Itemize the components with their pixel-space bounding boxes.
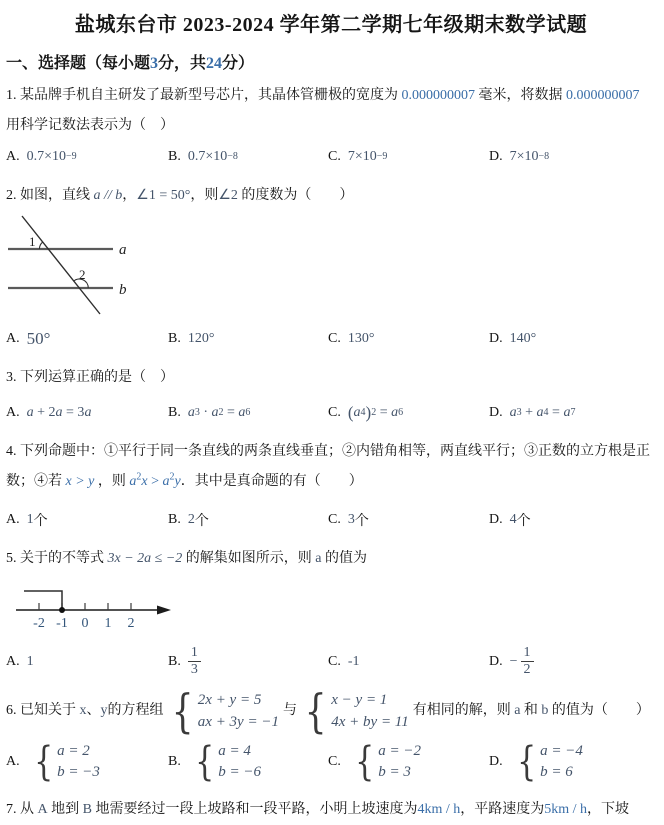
option-a [6,401,168,425]
text-segment: a [353,405,361,421]
text-segment: a [391,405,399,421]
text-segment: ) [365,403,372,423]
brace: { [195,738,215,785]
text-segment: A [37,802,48,818]
text-segment: B [82,802,92,818]
angle-2-label: 2 [79,267,86,283]
question-2 [6,181,656,351]
option-c [328,401,489,425]
text-segment: C. [328,331,341,347]
text-segment: C. [328,149,341,165]
text-segment: −9 [376,151,388,163]
text-segment: = [223,405,239,421]
question-2-stem [6,181,656,211]
text-segment: 地到 [47,802,83,818]
option-c [328,738,489,785]
text-segment: a [84,405,92,421]
fraction-denominator: 3 [190,662,198,678]
text-segment: 3 [516,407,522,419]
text-segment: 4km / h [417,802,461,818]
text-segment: D. [489,331,503,347]
option-b [168,327,328,351]
angle-1-label: 1 [29,234,36,250]
option-c [328,327,489,351]
text-segment: b [541,703,549,719]
text-segment: C. [328,405,341,421]
question-6-options [6,738,656,785]
text-segment: 0.000000007 [566,88,640,103]
text-segment: 7×10 [347,149,377,165]
text-segment: D. [489,405,503,421]
text-segment: 用科学记数法表示为（ ） [6,88,643,134]
text-segment: y [100,703,108,719]
option-d [489,327,656,351]
text-segment: 130° [347,331,375,347]
answer-system [514,738,583,785]
option-b [168,508,328,532]
section-header [6,50,656,73]
option-b [168,645,328,680]
text-segment: 6. 已知关于 [6,703,80,719]
question-2-options [6,327,656,351]
text-segment: B. [168,331,181,347]
text-segment: 3x − 2a ≤ −2 [107,550,183,566]
text-segment: 6 [398,407,404,419]
text-segment: y [174,474,181,490]
text-segment: a [315,550,322,566]
text-segment: 3 [347,511,355,527]
page-title: 盐城东台市 2023-2024 学年第二学期七年级期末数学试题 [74,14,588,36]
text-segment: 3. 下列运算正确的是（ ） [6,370,174,386]
option-d [489,401,656,425]
equation: a = 4 [218,742,251,759]
question-3-options [6,401,656,425]
option-d [489,508,656,532]
text-segment: A. [6,331,20,347]
text-segment: −8 [538,151,550,163]
question-4-options [6,508,656,532]
text-segment: 的度数为（ ） [237,188,354,204]
text-segment: 4 [360,407,366,419]
conjunction: 与 [282,703,297,719]
option-label: D. [489,753,503,769]
answer-system [192,738,262,785]
brace: { [171,683,194,738]
text-segment: 的值为（ ） [548,703,650,719]
question-7-stem [6,795,656,825]
text-segment: 一、选择题（每小题 [6,55,151,72]
text-segment: ，则 [94,474,130,490]
equation: 2x + y = 5 [197,692,262,709]
text-segment: 1. 某品牌手机自主研发了最新型号芯片，其晶体管栅极的宽度为 [6,88,402,103]
tick-label: -2 [33,615,45,631]
equation: b = −6 [218,763,262,780]
text-segment: 2 [187,511,195,527]
question-1-options [6,145,656,169]
text-segment: 50° [26,329,51,349]
text-segment: 个 [516,513,531,529]
text-segment: a [162,474,170,490]
text-segment: A. [6,653,20,669]
text-segment: 5km / h [544,802,588,818]
tick-label: 0 [81,615,89,631]
text-segment: > [147,474,163,490]
text-segment: ， [122,188,137,204]
text-segment: 1 [26,511,34,527]
option-a [6,650,168,674]
option-b [168,738,328,785]
text-segment: ，下坡 [587,802,630,818]
fraction-numerator: 1 [521,645,534,663]
fraction-denominator: 2 [523,662,531,678]
text-segment: x [141,474,148,490]
text-segment: 、 [86,703,101,719]
text-segment: 2 [371,407,377,419]
text-segment: A. [6,511,20,527]
option-b [168,401,328,425]
text-segment: −9 [66,151,77,163]
text-segment: 2 [136,471,142,483]
text-segment: 2. 如图，直线 [6,188,94,204]
text-segment: ，则 [190,188,219,204]
option-a [6,738,168,785]
text-segment: x [79,703,87,719]
brace: { [516,738,536,785]
text-segment: D. [489,149,503,165]
stem-text [6,702,164,720]
text-segment: 0.000000007 [401,88,475,103]
text-segment: D. [489,511,503,527]
text-segment: 的值为 [321,550,368,566]
equation: x − y = 1 [331,692,388,709]
text-segment: 120° [187,331,215,347]
text-segment: a [129,474,137,490]
equation-system-2 [301,683,409,738]
text-segment: C. [328,653,341,669]
text-segment: a [211,405,219,421]
text-segment: · [199,405,212,421]
text-segment: = [548,405,564,421]
text-segment: 5. 关于的不等式 [6,550,108,566]
question-4-stem [6,437,656,497]
fraction [188,645,201,680]
question-5-figure [16,578,656,637]
parallel-lines-figure [6,215,146,318]
text-segment: a [509,405,517,421]
tick-label: 2 [127,615,135,631]
text-segment: a [536,405,544,421]
text-segment: 2 [218,407,224,419]
text-segment: 个 [194,513,209,529]
option-d [489,145,656,169]
brace: { [355,738,375,785]
text-segment: 分） [222,55,255,72]
text-segment: ∠2 [218,188,238,204]
text-segment: = 3 [62,405,85,421]
fraction [521,645,534,680]
answer-system [31,738,100,785]
option-c [328,145,489,169]
text-segment: B. [168,149,181,165]
tick-label: -1 [56,615,68,631]
option-label: C. [328,753,341,769]
text-segment: 0.7×10 [26,149,67,165]
option-c [328,508,489,532]
text-segment: a [55,405,63,421]
minus-sign: − [509,653,518,669]
text-segment: 4 [509,511,517,527]
text-segment: 3 [150,55,159,72]
question-5-options [6,645,656,680]
text-segment: ∠1 = 50° [136,188,191,204]
equation: a = −4 [540,742,583,759]
text-segment: A. [6,149,20,165]
question-2-figure [6,215,656,323]
text-segment: 4 [543,407,549,419]
text-segment: = [376,405,392,421]
text-segment: 有相同的解，则 [412,703,515,719]
text-segment: a [187,405,195,421]
text-segment: B. [168,405,181,421]
text-segment: ，平路速度为 [460,802,545,818]
question-1 [6,81,656,169]
option-label: A. [6,753,20,769]
text-segment: 7×10 [509,149,539,165]
option-a [6,327,168,351]
equation: a = −2 [378,742,422,759]
option-a [6,145,168,169]
text-segment: 地需要经过一段上坡路和一段平路，小明上坡速度为 [91,802,418,818]
number-line-figure [16,578,176,632]
text-segment: 1 [26,653,34,669]
text-segment: + [521,405,537,421]
answer-system [352,738,422,785]
brace: { [33,738,53,785]
text-segment: ．其中是真命题的有（ ） [180,474,363,490]
option-b [168,145,328,169]
question-4 [6,437,656,531]
text-segment: 6 [245,407,251,419]
text-segment: + 2 [33,405,56,421]
question-3 [6,363,656,425]
text-segment: 的解集如图所示，则 [182,550,316,566]
equation: 4x + by = 11 [331,714,409,730]
option-a [6,508,168,532]
text-segment: 2 [169,471,175,483]
option-label: B. [168,753,181,769]
text-segment: 0.7×10 [187,149,228,165]
option-c [328,650,489,674]
text-segment: 的方程组 [107,703,164,719]
brace: { [304,683,327,738]
text-segment: a [238,405,246,421]
equation: ax + 3y = −1 [197,714,279,730]
text-segment: 140° [509,331,537,347]
equation: b = 6 [540,763,573,780]
text-segment: -1 [347,653,360,669]
tick-label: 1 [104,615,112,631]
question-5-stem [6,544,656,574]
text-segment: 7 [570,407,576,419]
text-segment: −8 [227,151,238,163]
text-segment: A. [6,405,20,421]
text-segment: 和 [520,703,542,719]
fraction-numerator: 1 [188,645,201,663]
text-segment: B. [168,511,181,527]
question-5 [6,544,656,680]
text-segment: 24 [206,55,223,72]
question-1-stem [6,81,656,141]
line-b-label: b [119,282,127,299]
question-6 [6,683,656,785]
text-segment: a [26,405,34,421]
option-d [489,645,656,680]
text-segment: 个 [354,513,369,529]
line-a-label: a [119,242,127,259]
text-segment: a // b [93,188,123,204]
text-segment: 毫米，将数据 [475,88,566,103]
stem-text [413,702,650,720]
equation-system-1 [168,683,279,738]
text-segment: 分，共 [158,55,207,72]
option-label: B. [168,653,181,669]
question-7 [6,795,656,825]
text-segment: a [514,703,521,719]
text-segment: ( [347,403,354,423]
equation: a = 2 [57,742,90,759]
equation: b = 3 [378,763,411,780]
option-label: D. [489,653,503,669]
text-segment: 4. 下列命题中：①平行于同一条直线的两条直线垂直；②内错角相等，两直线平行；③正数的立方根是正数；④若 [6,444,650,490]
question-3-stem [6,363,656,393]
text-segment: 个 [33,513,48,529]
text-segment: 3 [194,407,200,419]
text-segment: 7. 从 [6,802,38,818]
text-segment: C. [328,511,341,527]
text-segment: a [563,405,571,421]
equation: b = −3 [57,763,100,780]
text-segment: x > y [65,474,95,490]
option-d [489,738,656,785]
question-6-stem [6,683,656,738]
